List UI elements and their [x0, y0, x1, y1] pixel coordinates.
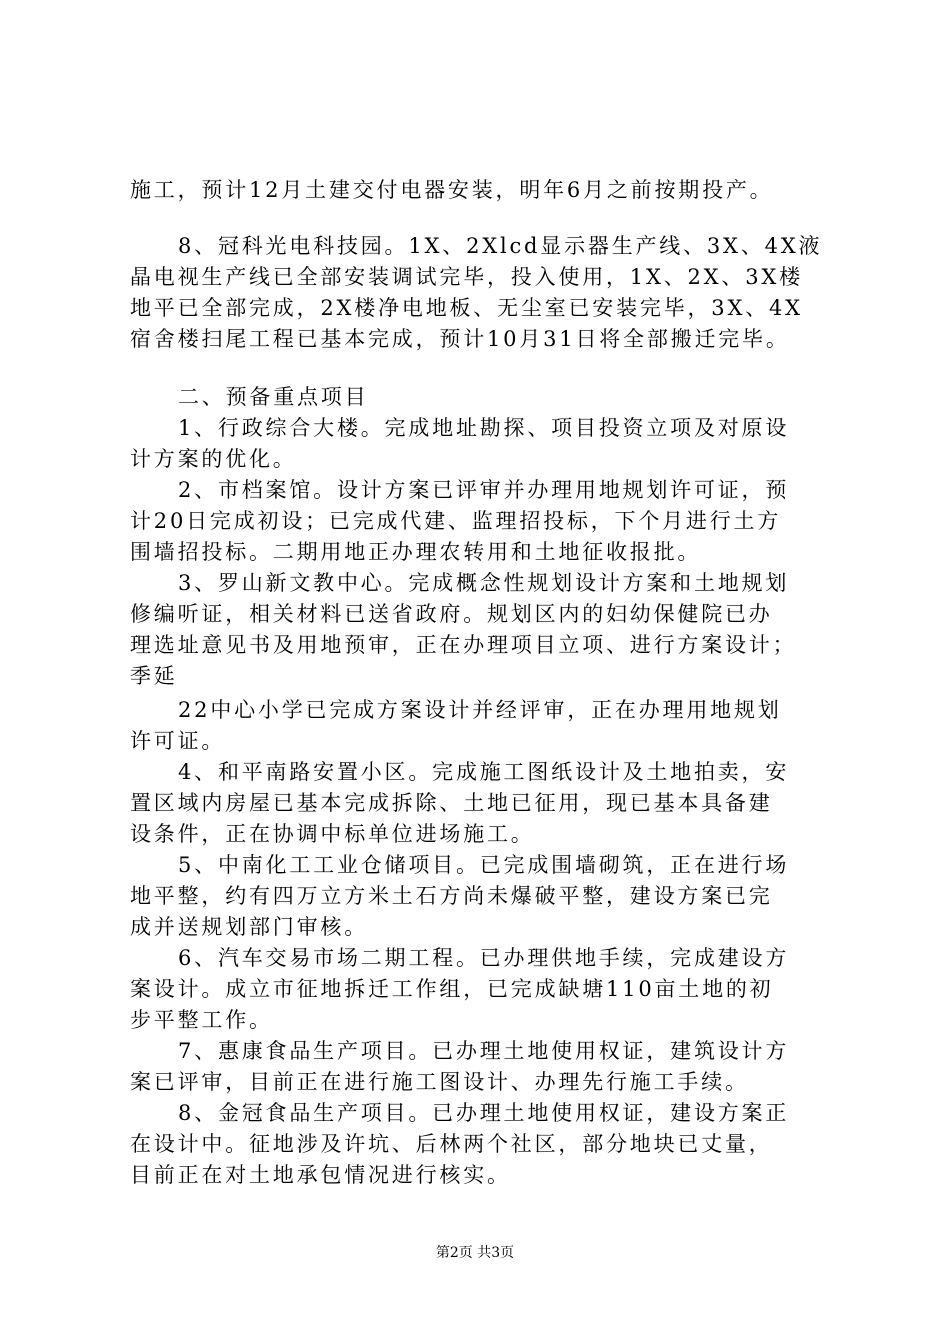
paragraph-line: 步平整工作。: [130, 1008, 273, 1032]
paragraph-line: 6、汽车交易市场二期工程。已办理供地手续，完成建设方: [178, 946, 790, 970]
paragraph-line: 成并送规划部门审核。: [130, 915, 368, 939]
paragraph-line: 5、中南化工工业仓储项目。已完成围墙砌筑，正在进行场: [178, 853, 790, 877]
paragraph-line: 4、和平南路安置小区。完成施工图纸设计及土地拍卖，安: [178, 760, 790, 784]
paragraph-line: 宿舍楼扫尾工程已基本完成，预计10月31日将全部搬迁完毕。: [130, 327, 790, 351]
paragraph-line: 设条件，正在协调中标单位进场施工。: [130, 822, 535, 846]
paragraph-line: 许可证。: [130, 729, 226, 753]
paragraph-line: 3、罗山新文教中心。完成概念性规划设计方案和土地规划: [178, 571, 790, 595]
paragraph-line: 计20日完成初设；已完成代建、监理招投标，下个月进行土方: [130, 509, 782, 533]
paragraph-line: 22中心小学已完成方案设计并经评审，正在办理用地规划: [178, 698, 782, 722]
paragraph-line: 目前正在对土地承包情况进行核实。: [130, 1163, 511, 1187]
paragraph-line: 晶电视生产线已全部安装调试完毕，投入使用，1X、2X、3X楼: [130, 265, 803, 289]
paragraph-line: 季延: [130, 664, 178, 688]
paragraph-line: 7、惠康食品生产项目。已办理土地使用权证，建筑设计方: [178, 1039, 790, 1063]
paragraph-line: 1、行政综合大楼。完成地址勘探、项目投资立项及对原设: [178, 416, 790, 440]
paragraph-line: 围墙招投标。二期用地正办理农转用和土地征收报批。: [130, 540, 702, 564]
section-heading: 二、预备重点项目: [178, 385, 369, 409]
paragraph-line: 地平已全部完成，2X楼净电地板、无尘室已安装完毕，3X、4X: [130, 296, 803, 320]
page-number: 第2页 共3页: [435, 1245, 515, 1261]
paragraph-line: 在设计中。征地涉及许坑、后林两个社区，部分地块已丈量，: [130, 1132, 773, 1156]
paragraph-line: 2、市档案馆。设计方案已评审并办理用地规划许可证，预: [178, 478, 790, 502]
paragraph-line: 置区域内房屋已基本完成拆除、土地已征用，现已基本具备建: [130, 791, 773, 815]
paragraph-line: 施工，预计12月土建交付电器安装，明年6月之前按期投产。: [130, 178, 774, 202]
paragraph-line: 案设计。成立市征地拆迁工作组，已完成缺塘110亩土地的初: [130, 977, 774, 1001]
paragraph-line: 地平整，约有四万立方米土石方尚未爆破平整，建设方案已完: [130, 884, 773, 908]
paragraph-line: 案已评审，目前正在进行施工图设计、办理先行施工手续。: [130, 1070, 749, 1094]
page-footer: [0, 1243, 950, 1263]
paragraph-line: 8、金冠食品生产项目。已办理土地使用权证，建设方案正: [178, 1101, 790, 1125]
paragraph-line: 理选址意见书及用地预审，正在办理项目立项、进行方案设计；: [130, 633, 797, 657]
paragraph-line: 计方案的优化。: [130, 447, 297, 471]
paragraph-line: 修编听证，相关材料已送省政府。规划区内的妇幼保健院已办: [130, 602, 773, 626]
paragraph-line: 8、冠科光电科技园。1X、2Xlcd显示器生产线、3X、4X液: [178, 234, 823, 258]
